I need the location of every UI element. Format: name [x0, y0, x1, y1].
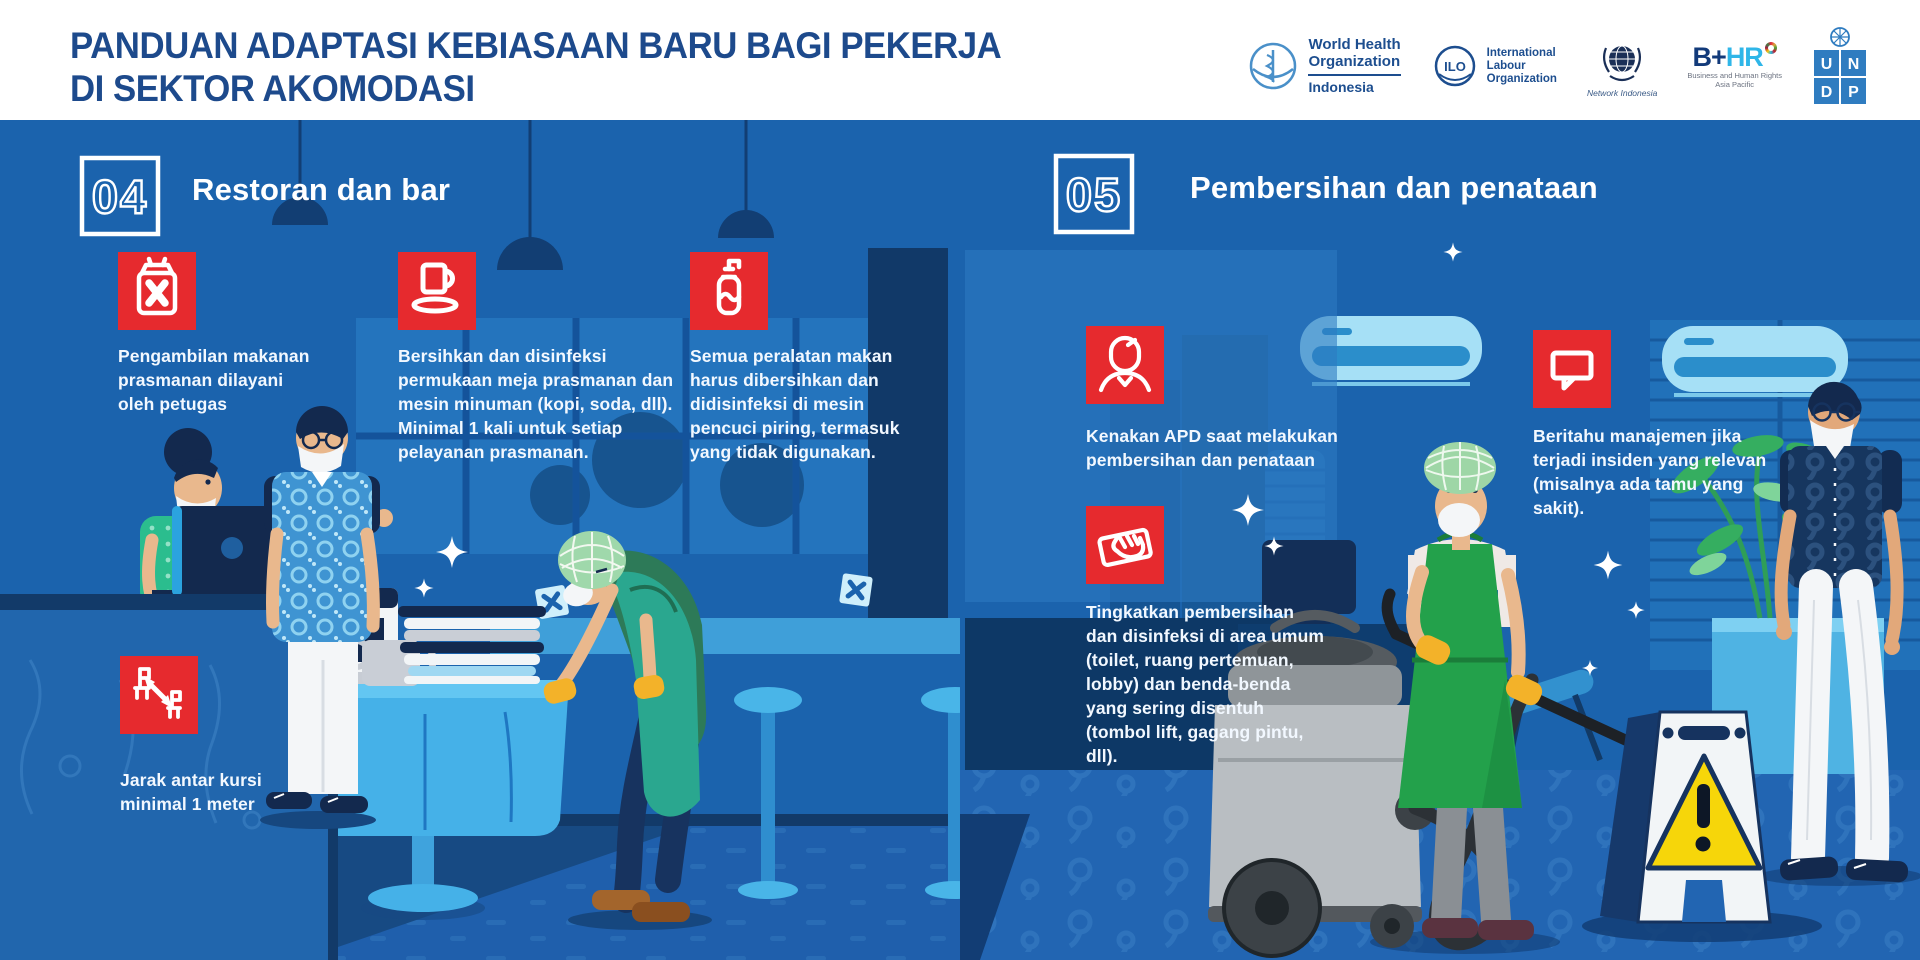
wet-floor-sign: [1600, 712, 1770, 922]
svg-text:N: N: [1847, 56, 1860, 73]
section05-title: Pembersihan dan penataan: [1190, 170, 1598, 205]
bhr-part2: HR: [1725, 42, 1763, 72]
globe-laurel-icon: [1596, 34, 1648, 86]
svg-text:05: 05: [1065, 168, 1123, 221]
soap-bottle-icon: [690, 252, 768, 330]
restaurant-scene: [0, 120, 960, 960]
sdg-ring-icon: [1765, 42, 1777, 54]
ungc-caption: Network Indonesia: [1586, 88, 1658, 98]
page-title-line1: PANDUAN ADAPTASI KEBIASAAN BARU BAGI PEKERJA: [70, 25, 1002, 66]
bhr-logo: [1687, 44, 1782, 88]
item-caption: Bersihkan dan disinfeksi permukaan meja prasmanan dan mesin minuman (kopi, soda, dll). Minimal 1 kali untuk setiap pelayanan prasmanan.: [398, 346, 674, 462]
item-caption: Jarak antar kursi minimal 1 meter: [120, 770, 262, 814]
wiping-hand-icon: [1086, 506, 1164, 584]
section04-title: Restoran dan bar: [192, 172, 451, 207]
ilo-line2: Labour: [1486, 59, 1526, 72]
partner-logos: [1246, 26, 1868, 106]
ilo-text: [1487, 47, 1557, 86]
tile-wiping-hand: [1086, 506, 1164, 584]
buffet-bag-crossed-icon: [118, 252, 196, 330]
section05-number-badge: [1052, 152, 1136, 236]
svg-text:D: D: [1820, 84, 1833, 101]
tile-chair-distance: [120, 656, 198, 734]
item-caption: Tingkatkan pembersihan dan disinfeksi di area umum (toilet, ruang pertemuan, lobby) dan benda-benda yang sering disentuh (tombol lift, gagang pintu, dll).: [1086, 602, 1325, 766]
page-title: [70, 24, 1001, 110]
svg-text:P: P: [1848, 84, 1859, 101]
bhr-part1: B+: [1692, 42, 1726, 72]
x-table-card: [839, 573, 873, 607]
bhr-caption1: Business and Human Rights: [1687, 71, 1782, 80]
ilo-line3: Organization: [1486, 72, 1557, 85]
face-shield-ppe-icon: [1086, 326, 1164, 404]
air-conditioner: [1662, 326, 1848, 395]
cup-and-plate-icon: [398, 252, 476, 330]
ilo-logo: [1431, 42, 1557, 90]
ilo-emblem-icon: [1431, 42, 1479, 90]
svg-text:ILO: ILO: [1443, 59, 1466, 74]
undp-logo: [1812, 26, 1868, 106]
section04-number-badge: [78, 154, 162, 238]
un-global-compact-logo: [1587, 34, 1657, 98]
tile-face-shield-ppe: [1086, 326, 1164, 404]
bhr-wordmark: [1693, 44, 1777, 71]
tile-cup-and-plate: [398, 252, 476, 330]
who-logo: [1246, 36, 1400, 96]
who-emblem-icon: [1246, 39, 1300, 93]
illustration-canvas: [0, 120, 1920, 960]
tile-soap-bottle: [690, 252, 768, 330]
item-caption: Semua peralatan makan harus dibersihkan dan didisinfeksi di mesin pencuci piring, termasuk yang tidak digunakan.: [690, 346, 900, 462]
who-country: Indonesia: [1308, 74, 1400, 96]
who-line1: World Health: [1308, 36, 1401, 53]
header-band: [0, 0, 1920, 120]
ilo-line1: International: [1486, 46, 1556, 59]
page-title-line2: DI SEKTOR AKOMODASI: [70, 68, 475, 109]
bhr-caption2: Asia Pacific: [1715, 79, 1755, 89]
item-caption: Kenakan APD saat melakukan pembersihan dan penataan: [1086, 426, 1338, 470]
undp-emblem-icon: [1812, 26, 1868, 106]
speech-bubble-icon: [1533, 330, 1611, 408]
tile-buffet-bag-crossed: [118, 252, 196, 330]
chair-distance-icon: [120, 656, 198, 734]
who-line2: Organization: [1308, 53, 1401, 70]
tile-speech-bubble: [1533, 330, 1611, 408]
svg-text:04: 04: [91, 170, 149, 223]
svg-text:U: U: [1820, 56, 1833, 73]
who-text: [1308, 36, 1400, 96]
item-caption: Beritahu manajemen jika terjadi insiden yang relevan (misalnya ada tamu yang sakit).: [1533, 426, 1767, 518]
item-caption: Pengambilan makanan prasmanan dilayani oleh petugas: [118, 346, 310, 414]
